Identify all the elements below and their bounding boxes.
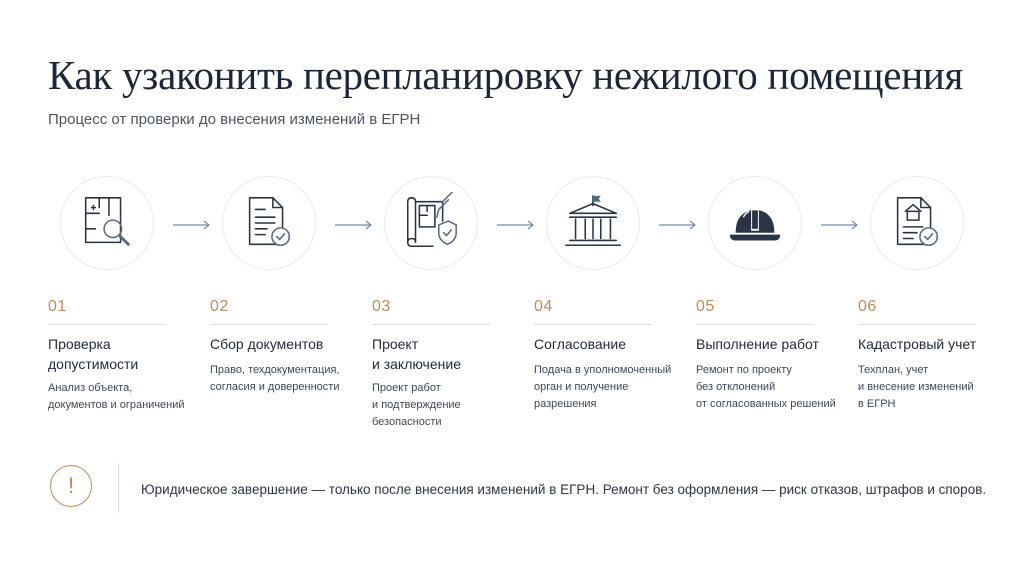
document-check-icon <box>238 192 300 254</box>
step-description: Проект работ и подтверждение безопасности <box>372 382 461 428</box>
step-title: Кадастровый учет <box>858 336 977 352</box>
step-description: Подача в уполномоченный орган и получение разрешения <box>534 364 672 410</box>
arrow-right-icon <box>172 218 212 232</box>
blueprint-shield-icon <box>400 192 462 254</box>
step-2-icon-circle <box>222 176 316 270</box>
step-title: Согласование <box>534 336 626 352</box>
step-number: 01 <box>48 298 67 315</box>
step-divider <box>696 324 814 325</box>
page-title: Как узаконить перепланировку нежилого помещения <box>48 52 964 98</box>
hard-hat-icon <box>724 192 786 254</box>
step-divider <box>858 324 976 325</box>
step-divider <box>534 324 652 325</box>
arrow-right-icon <box>334 218 374 232</box>
arrow-right-icon <box>820 218 860 232</box>
government-building-icon <box>562 192 624 254</box>
step-4-icon-circle <box>546 176 640 270</box>
note-divider <box>118 463 119 513</box>
step-number: 05 <box>696 298 715 315</box>
step-description: Техплан, учет и внесение изменений в ЕГРН <box>858 364 974 410</box>
step-divider <box>210 324 328 325</box>
arrow-right-icon <box>658 218 698 232</box>
step-number: 03 <box>372 298 391 315</box>
step-description: Ремонт по проекту без отклонений от согласованных решений <box>696 364 836 410</box>
step-number: 04 <box>534 298 553 315</box>
arrow-right-icon <box>496 218 536 232</box>
plan-magnifier-icon <box>76 192 138 254</box>
step-3-icon-circle <box>384 176 478 270</box>
step-1-icon-circle <box>60 176 154 270</box>
warning-icon: ! <box>50 465 92 507</box>
step-divider <box>48 324 166 325</box>
step-number: 02 <box>210 298 229 315</box>
step-title: Сбор документов <box>210 336 324 352</box>
step-title: Проект и заключение <box>372 336 461 372</box>
step-title: Проверка допустимости <box>48 336 139 372</box>
step-number: 06 <box>858 298 877 315</box>
step-divider <box>372 324 490 325</box>
step-description: Право, техдокументация, согласия и доверенности <box>210 364 340 393</box>
page-subtitle: Процесс от проверки до внесения изменений в ЕГРН <box>48 111 421 128</box>
step-description: Анализ объекта, документов и ограничений <box>48 382 185 411</box>
step-5-icon-circle <box>708 176 802 270</box>
house-document-check-icon <box>886 192 948 254</box>
note-text: Юридическое завершение — только после внесения изменений в ЕГРН. Ремонт без оформления — риск отказов, штрафов и споров. <box>141 482 987 497</box>
step-title: Выполнение работ <box>696 336 819 352</box>
step-6-icon-circle <box>870 176 964 270</box>
